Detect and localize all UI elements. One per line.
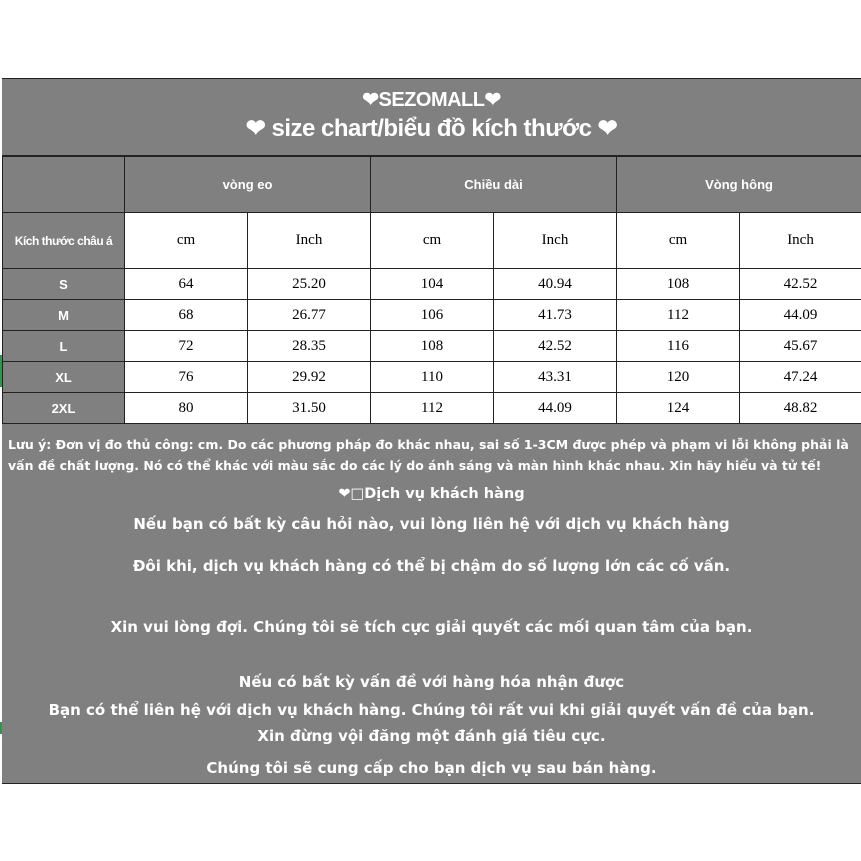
service-line: Đôi khi, dịch vụ khách hàng có thể bị chậm do số lượng lớn các cố vấn. xyxy=(132,557,731,575)
value-cell: 120 xyxy=(617,362,740,393)
value-cell: 29.92 xyxy=(248,362,371,393)
size-cell: M xyxy=(3,300,125,331)
size-cell: XL xyxy=(3,362,125,393)
value-cell: 31.50 xyxy=(248,393,371,424)
value-cell: 104 xyxy=(371,269,494,300)
service-line: Xin vui lòng đợi. Chúng tôi sẽ tích cực giải quyết các mối quan tâm của bạn. xyxy=(110,618,753,636)
size-chart-sheet xyxy=(2,78,861,784)
corner-cell xyxy=(3,157,125,213)
value-cell: 42.52 xyxy=(740,269,861,300)
value-cell: 112 xyxy=(371,393,494,424)
value-cell: 68 xyxy=(125,300,248,331)
unit-header-row xyxy=(3,213,861,269)
value-cell: 48.82 xyxy=(740,393,861,424)
service-line: Nếu có bất kỳ vấn đề với hàng hóa nhận được xyxy=(238,673,625,691)
table-row xyxy=(3,331,861,362)
value-cell: 80 xyxy=(125,393,248,424)
group-header-row xyxy=(3,157,861,213)
measurement-note: Lưu ý: Đơn vị đo thủ công: cm. Do các phương pháp đo khác nhau, sai số 1-3CM được phép và phạm vi lỗi không phải là vấn đề chất lượng. Nó có thể khác với màu sắc do các lý do ánh sáng và màn hình khác nhau. Xin hãy hiểu và tử tế! xyxy=(8,437,849,473)
notes-section xyxy=(2,424,861,502)
value-cell: 64 xyxy=(125,269,248,300)
value-cell: 25.20 xyxy=(248,269,371,300)
value-cell: 108 xyxy=(617,269,740,300)
unit-cell: Inch xyxy=(740,213,861,269)
value-cell: 41.73 xyxy=(494,300,617,331)
value-cell: 72 xyxy=(125,331,248,362)
customer-service-title: ❤□Dịch vụ khách hàng xyxy=(338,486,525,502)
value-cell: 112 xyxy=(617,300,740,331)
value-cell: 108 xyxy=(371,331,494,362)
table-row xyxy=(3,393,861,424)
group-waist: vòng eo xyxy=(125,157,371,213)
value-cell: 40.94 xyxy=(494,269,617,300)
size-cell: S xyxy=(3,269,125,300)
unit-cell: cm xyxy=(125,213,248,269)
value-cell: 28.35 xyxy=(248,331,371,362)
value-cell: 43.31 xyxy=(494,362,617,393)
value-cell: 26.77 xyxy=(248,300,371,331)
value-cell: 44.09 xyxy=(494,393,617,424)
unit-cell: Inch xyxy=(248,213,371,269)
value-cell: 124 xyxy=(617,393,740,424)
service-line: Xin đừng vội đăng một đánh giá tiêu cực. xyxy=(257,727,606,745)
size-cell: 2XL xyxy=(3,393,125,424)
value-cell: 76 xyxy=(125,362,248,393)
chart-header xyxy=(2,79,861,156)
table-row xyxy=(3,300,861,331)
value-cell: 44.09 xyxy=(740,300,861,331)
group-hip: Vòng hông xyxy=(617,157,861,213)
value-cell: 116 xyxy=(617,331,740,362)
unit-cell: cm xyxy=(617,213,740,269)
value-cell: 45.67 xyxy=(740,331,861,362)
service-line: Chúng tôi sẽ cung cấp cho bạn dịch vụ sau bán hàng. xyxy=(206,759,657,777)
chart-title: ❤ size chart/biểu đồ kích thước ❤ xyxy=(245,115,618,142)
table-row xyxy=(3,269,861,300)
size-cell: L xyxy=(3,331,125,362)
group-length: Chiều dài xyxy=(371,157,617,213)
value-cell: 47.24 xyxy=(740,362,861,393)
size-label: Kích thước châu á xyxy=(3,213,125,269)
unit-cell: Inch xyxy=(494,213,617,269)
value-cell: 110 xyxy=(371,362,494,393)
value-cell: 42.52 xyxy=(494,331,617,362)
table-row xyxy=(3,362,861,393)
unit-cell: cm xyxy=(371,213,494,269)
brand-title: ❤SEZOMALL❤ xyxy=(362,89,501,111)
size-table xyxy=(2,156,861,424)
value-cell: 106 xyxy=(371,300,494,331)
service-line: Bạn có thể liên hệ với dịch vụ khách hàng. Chúng tôi rất vui khi giải quyết vấn đề của bạn. xyxy=(48,701,815,719)
service-line: Nếu bạn có bất kỳ câu hỏi nào, vui lòng liên hệ với dịch vụ khách hàng xyxy=(133,515,730,533)
